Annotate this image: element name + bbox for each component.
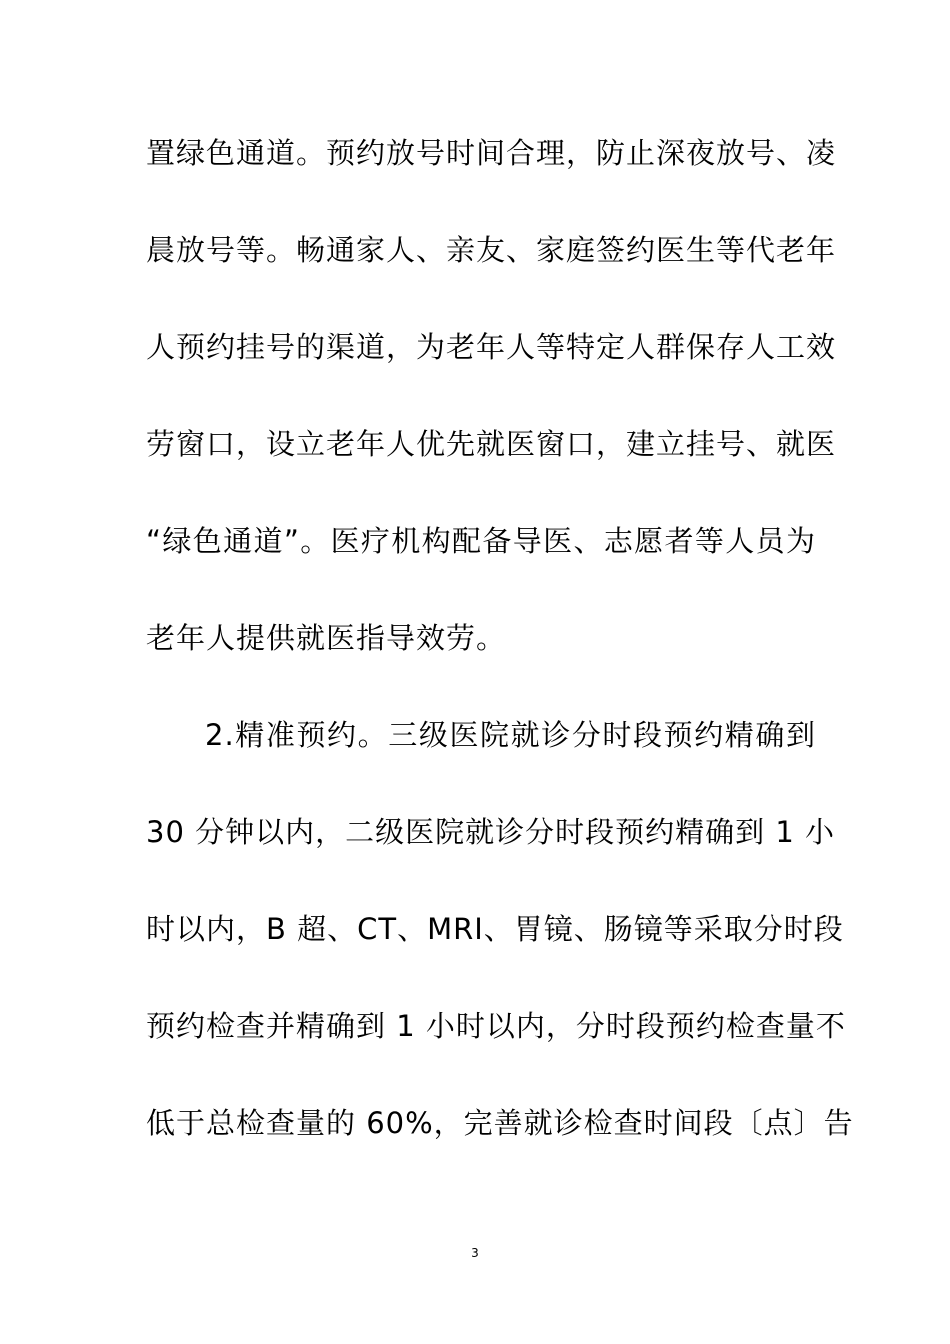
body-text-line: 预约检查并精确到 1 小时以内，分时段预约检查量不 [146,1009,846,1043]
body-text-line: 低于总检查量的 60%，完善就诊检查时间段〔点〕告 [146,1106,854,1140]
body-text-line: 30 分钟以内，二级医院就诊分时段预约精确到 1 小 [146,815,836,849]
body-text-line: 晨放号等。畅通家人、亲友、家庭签约医生等代老年 [146,233,837,267]
body-text-line: 老年人提供就医指导效劳。 [146,621,507,655]
body-text-line: 劳窗口，设立老年人优先就医窗口，建立挂号、就医 [146,427,837,461]
body-text-line: 时以内，B 超、CT、MRI、胃镜、肠镜等采取分时段 [146,912,844,946]
page-number: 3 [471,1246,479,1260]
body-text-line: “绿色通道”。医疗机构配备导医、志愿者等人员为 [146,524,816,558]
body-text-line: 置绿色通道。预约放号时间合理，防止深夜放号、凌 [146,136,837,170]
body-text-line: 人预约挂号的渠道，为老年人等特定人群保存人工效 [146,330,837,364]
section-heading-line: 2.精准预约。三级医院就诊分时段预约精确到 [205,718,816,752]
